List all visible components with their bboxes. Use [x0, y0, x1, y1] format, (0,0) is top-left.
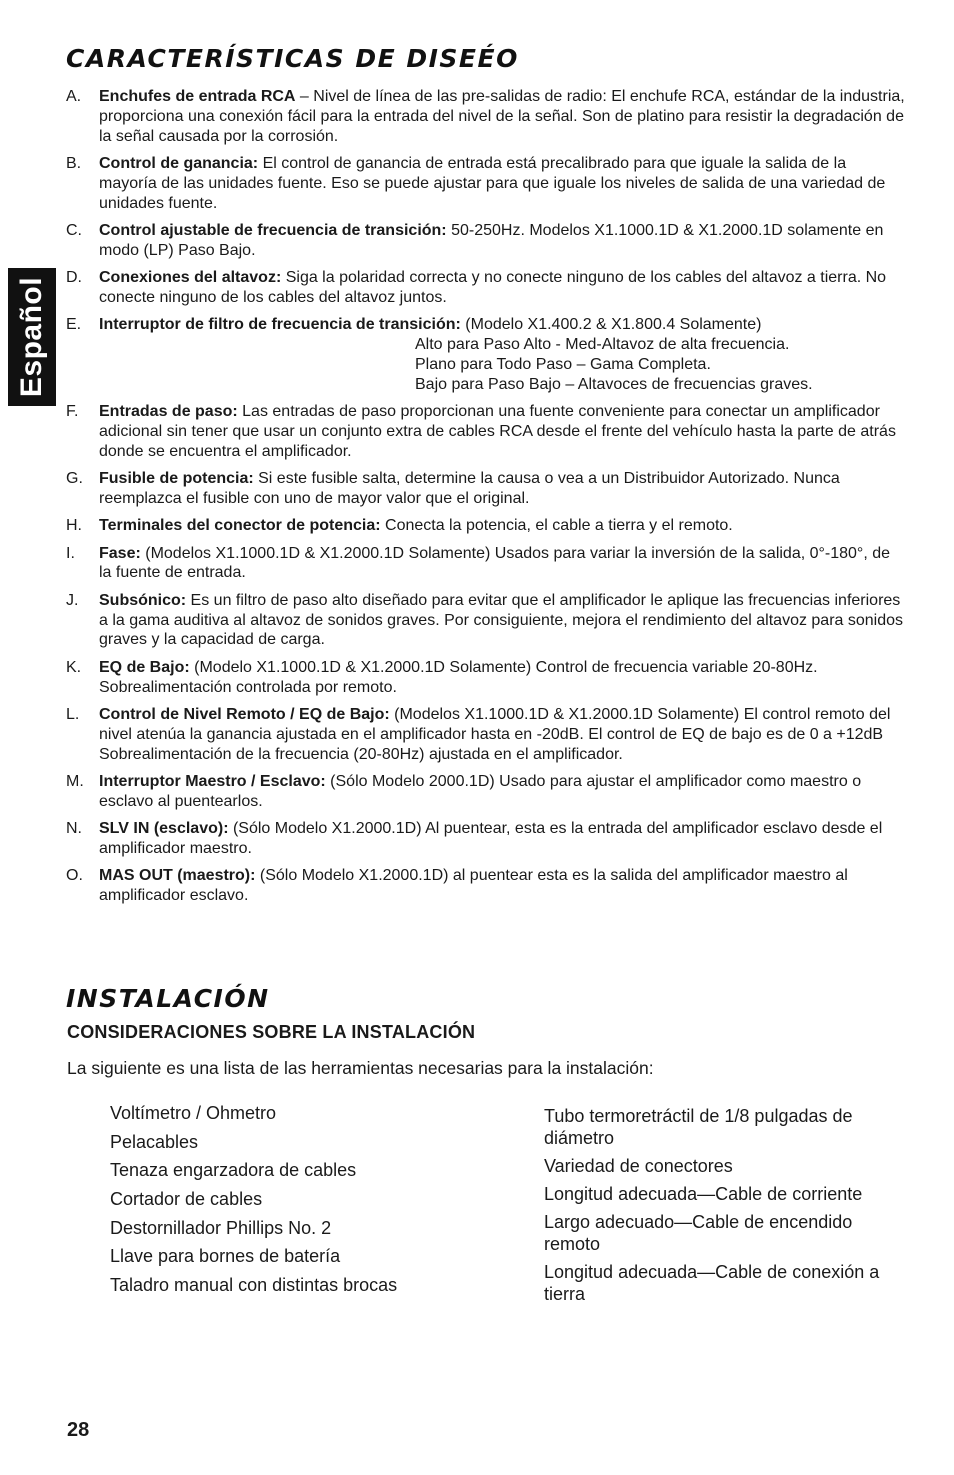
- tool-item: Tenaza engarzadora de cables: [110, 1160, 357, 1181]
- feature-body: [99, 221, 906, 261]
- feature-description: (Modelo X1.1000.1D & X1.2000.1D Solamente) Control de frecuencia variable 20-80Hz. Sobrealimentación controlada por remoto.: [99, 658, 818, 696]
- feature-description: (Modelos X1.1000.1D & X1.2000.1D Solamente) Usados para variar la inversión de la salida, 0°-180°, de la fuente de entrada.: [99, 544, 891, 582]
- feature-description: (Modelo X1.400.2 & X1.800.4 Solamente): [460, 316, 762, 334]
- tool-item: Llave para bornes de batería: [110, 1246, 341, 1267]
- tool-item: Variedad de conectores: [544, 1155, 733, 1176]
- feature-item: [66, 705, 906, 764]
- feature-item: [66, 402, 906, 461]
- feature-name: Interruptor Maestro / Esclavo:: [99, 773, 326, 791]
- feature-name: Terminales del conector de potencia:: [99, 517, 381, 535]
- feature-body: [99, 705, 906, 764]
- section-title-installation: INSTALACIÓN: [66, 984, 270, 1013]
- feature-body: [99, 819, 906, 859]
- feature-letter: M.: [66, 773, 84, 791]
- feature-description: (Sólo Modelo X1.2000.1D) al puentear esta es la salida del amplificador maestro al amplificador esclavo.: [99, 867, 848, 905]
- feature-description: El control de ganancia de entrada está precalibrado para que iguale la salida de la mayoría de las unidades fuente. Eso se puede ajustar para que iguale los niveles de salida de una variedad de unidades fuente.: [99, 154, 886, 212]
- tool-item: Longitud adecuada—Cable de corriente: [544, 1184, 863, 1205]
- feature-letter: N.: [66, 820, 82, 838]
- tool-item: Largo adecuado—Cable de encendido remoto: [544, 1212, 853, 1254]
- feature-body: [99, 516, 906, 536]
- feature-letter: G.: [66, 470, 83, 488]
- feature-item: [66, 819, 906, 859]
- feature-name: EQ de Bajo:: [99, 658, 190, 676]
- feature-item: [66, 866, 906, 906]
- design-features-list: [66, 87, 906, 914]
- tool-item: Tubo termoretráctil de 1/8 pulgadas de diámetro: [544, 1106, 853, 1148]
- feature-description: (Modelos X1.1000.1D & X1.2000.1D Solamente) El control remoto del nivel atenúa la ganancia ajustada en el amplificador hasta en -20dB. El control de EQ de bajo es de 0 a +12dB Sobrealimentación de la frecuencia (20-80Hz) ajustada en el amplificador.: [99, 706, 891, 763]
- feature-item: [66, 268, 906, 308]
- feature-description: Las entradas de paso proporcionan una fuente conveniente para conectar un amplificador adicional sin tener que usar un conjunto extra de cables RCA desde el frente del vehículo hasta la parte de atrás donde se encuentra el amplificador.: [99, 403, 896, 460]
- feature-item: [66, 772, 906, 812]
- feature-body: [99, 658, 906, 698]
- tool-item: Voltímetro / Ohmetro: [110, 1103, 277, 1123]
- feature-body: [99, 866, 906, 906]
- feature-name: Control de ganancia:: [99, 154, 259, 172]
- feature-body: [99, 469, 906, 509]
- page-number: 28: [67, 1419, 90, 1441]
- feature-letter: H.: [66, 517, 82, 535]
- feature-description: – Nivel de línea de las pre-salidas de radio: El enchufe RCA, estándar de la industria, proporciona una conexión fácil para la entrada del nivel de la señal. Son de platino para resistir la degradación de la señal causada por la corrosión.: [99, 88, 905, 145]
- feature-letter: O.: [66, 867, 83, 885]
- feature-body: [99, 591, 906, 650]
- feature-letter: B.: [66, 154, 82, 172]
- feature-name: Conexiones del altavoz:: [99, 269, 282, 287]
- feature-name: Subsónico:: [99, 591, 187, 609]
- feature-item: [66, 87, 906, 146]
- feature-body: [99, 268, 906, 308]
- feature-name: Control ajustable de frecuencia de transición:: [99, 221, 447, 239]
- feature-item: [66, 516, 906, 536]
- feature-description: Si este fusible salta, determine la causa o vea a un Distribuidor Autorizado. Nunca reemplazca el fusible con uno de mayor valor que el original.: [99, 470, 840, 507]
- feature-name: Enchufes de entrada RCA: [99, 88, 296, 105]
- feature-body: [99, 87, 906, 146]
- feature-letter: A.: [66, 88, 82, 105]
- feature-description: Es un filtro de paso alto diseñado para evitar que el amplificador le aplique las frecuencias inferiores a la gama auditiva al altavoz de sonidos graves. Por consiguiente, mejora el rendimiento del altavoz para sonidos graves y la capacidad de carga.: [99, 591, 904, 649]
- feature-sub-lines: [99, 335, 906, 394]
- tools-intro: La siguiente es una lista de las herramientas necesarias para la instalación:: [67, 1058, 654, 1078]
- feature-sub-line: Plano para Todo Paso – Gama Completa.: [415, 355, 711, 373]
- feature-description: Siga la polaridad correcta y no conecte ninguno de los cables del altavoz a tierra. No conecte ninguno de los cables del altavoz juntos.: [99, 269, 887, 306]
- feature-item: [66, 658, 906, 698]
- feature-name: SLV IN (esclavo):: [99, 820, 229, 838]
- installation-considerations-heading: CONSIDERACIONES SOBRE LA INSTALACIÓN: [67, 1022, 476, 1042]
- tool-item: Taladro manual con distintas brocas: [110, 1275, 398, 1296]
- feature-item: [66, 221, 906, 261]
- feature-letter: E.: [66, 316, 82, 334]
- feature-letter: D.: [66, 269, 82, 287]
- feature-body: [99, 315, 906, 394]
- feature-name: Fusible de potencia:: [99, 470, 254, 488]
- feature-letter: F.: [66, 403, 79, 421]
- tool-item: Longitud adecuada—Cable de conexión a tierra: [544, 1262, 880, 1304]
- feature-letter: L.: [66, 706, 80, 724]
- feature-item: [66, 154, 906, 213]
- feature-body: [99, 402, 906, 461]
- tools-list-right: [544, 1106, 904, 1312]
- feature-letter: J.: [66, 591, 79, 609]
- feature-body: [99, 544, 906, 584]
- feature-item: [66, 469, 906, 509]
- language-tab: [8, 268, 56, 406]
- tools-list-left: [110, 1103, 510, 1304]
- feature-item: [66, 591, 906, 650]
- feature-body: [99, 154, 906, 213]
- section-title-design-features: CARACTERÍSTICAS DE DISEÉO: [66, 44, 519, 73]
- feature-description: Conecta la potencia, el cable a tierra y el remoto.: [380, 517, 733, 535]
- tool-item: Cortador de cables: [110, 1189, 263, 1210]
- feature-item: [66, 544, 906, 584]
- feature-description: (Sólo Modelo X1.2000.1D) Al puentear, esta es la entrada del amplificador esclavo desde el amplificador maestro.: [99, 820, 883, 858]
- feature-description: (Sólo Modelo 2000.1D) Usado para ajustar el amplificador como maestro o esclavo al puentearlos.: [99, 773, 862, 810]
- feature-letter: I.: [66, 544, 75, 562]
- feature-name: Entradas de paso:: [99, 403, 238, 421]
- feature-body: [99, 772, 906, 812]
- feature-item: [66, 315, 906, 394]
- feature-name: Control de Nivel Remoto / EQ de Bajo:: [99, 706, 390, 724]
- feature-letter: K.: [66, 658, 82, 676]
- feature-description: 50-250Hz. Modelos X1.1000.1D & X1.2000.1D solamente en modo (LP) Paso Bajo.: [99, 221, 884, 259]
- feature-name: MAS OUT (maestro):: [99, 867, 256, 885]
- feature-sub-line: Bajo para Paso Bajo – Altavoces de frecuencias graves.: [415, 375, 813, 393]
- tool-item: Pelacables: [110, 1131, 199, 1152]
- language-tab-label: Español: [15, 276, 49, 398]
- feature-letter: C.: [66, 221, 82, 239]
- feature-name: Interruptor de filtro de frecuencia de transición:: [99, 316, 461, 334]
- feature-sub-line: Alto para Paso Alto - Med-Altavoz de alta frecuencia.: [415, 336, 790, 354]
- feature-name: Fase:: [99, 544, 141, 562]
- tool-item: Destornillador Phillips No. 2: [110, 1217, 332, 1238]
